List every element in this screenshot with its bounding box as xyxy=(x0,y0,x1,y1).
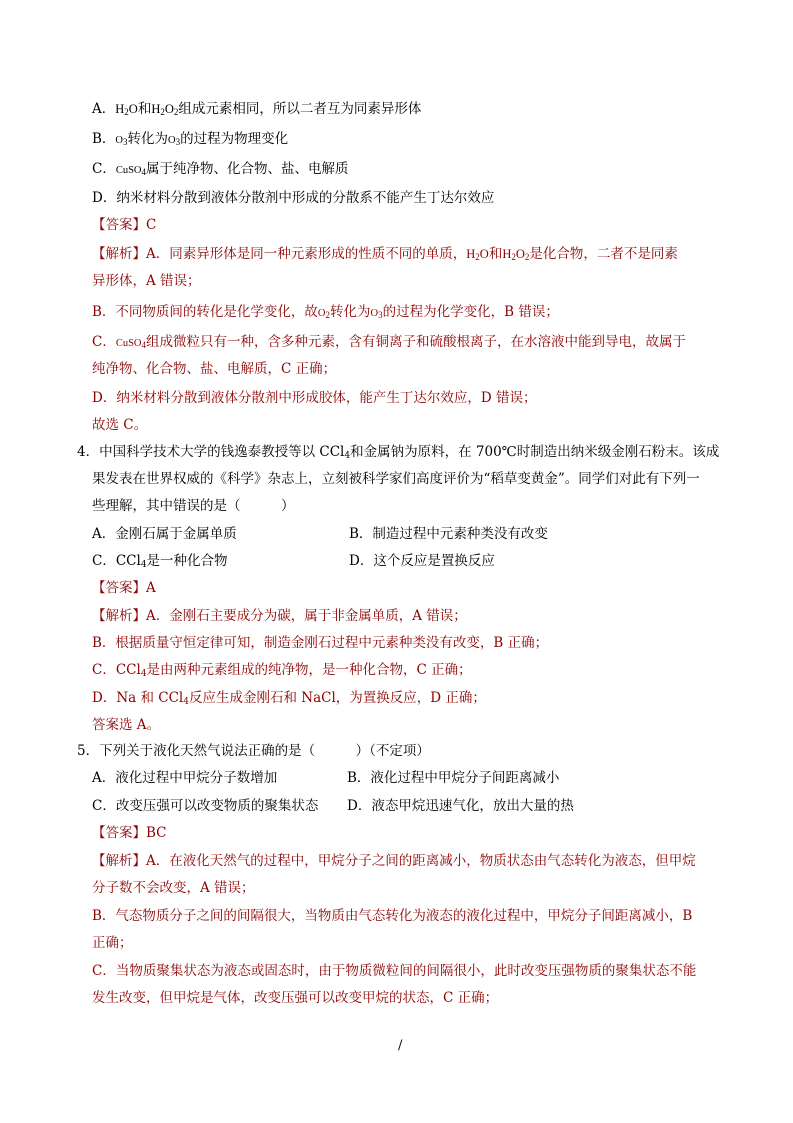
q5-analysis-line-6: 发生改变，但甲烷是气体，改变压强可以改变甲烷的状态，C 正确； xyxy=(92,990,499,1006)
q5-option-b: B．液化过程中甲烷分子间距离减小 xyxy=(347,770,560,786)
q3-analysis-line-6: D．纳米材料分散到液体分散剂中形成胶体，能产生丁达尔效应，D 错误； xyxy=(92,390,537,406)
q3-option-a: A．$H_2O$和$H_2O_2$组成元素相同，所以二者互为同素异形体 xyxy=(92,101,422,117)
q5-analysis-line-1: 【解析】A．在液化天然气的过程中，甲烷分子之间的距离减小，物质状态由气态转化为液态，但甲烷 xyxy=(92,853,696,869)
q5-option-c: C．改变压强可以改变物质的聚集状态 xyxy=(92,798,319,814)
q4-stem-line-1: 4．中国科学技术大学的钱逸泰教授等以 CCl$_4$和金属钠为原料，在 700℃时制造出纳米级金刚石粉末。该成 xyxy=(77,444,720,461)
q5-stem: 5．下列关于液化天然气说法正确的是（ ）（不定项） xyxy=(77,743,430,759)
q4-answer: 【答案】A xyxy=(92,580,156,596)
q4-stem-line-2: 果发表在世界权威的《科学》杂志上，立刻被科学家们高度评价为“稻草变黄金”。同学们对此有下列一 xyxy=(92,471,700,487)
q5-option-d: D．液态甲烷迅速气化，放出大量的热 xyxy=(347,798,574,814)
q3-analysis-line-3: B．不同物质间的转化是化学变化，故$O_2$转化为$O_3$的过程为化学变化，B 错误； xyxy=(92,304,559,320)
q5-option-a: A．液化过程中甲烷分子数增加 xyxy=(92,770,278,786)
q4-analysis-line-2: B．根据质量守恒定律可知，制造金刚石过程中元素种类没有改变，B 正确； xyxy=(92,635,549,651)
q5-analysis-line-3: B．气态物质分子之间的间隔很大，当物质由气态转化为液态的液化过程中，甲烷分子间距离减小，B xyxy=(92,908,693,924)
q3-option-c: C．CuSO$_4$属于纯净物、化合物、盐、电解质 xyxy=(92,161,349,177)
q4-option-b: B．制造过程中元素种类没有改变 xyxy=(349,526,548,542)
q4-option-a: A．金刚石属于金属单质 xyxy=(92,526,237,542)
q3-analysis-line-5: 纯净物、化合物、盐、电解质，C 正确； xyxy=(92,361,337,377)
q5-answer: 【答案】BC xyxy=(92,825,167,841)
q3-analysis-line-2: 异形体，A 错误； xyxy=(92,273,201,289)
q4-option-c: C．CCl$_4$是一种化合物 xyxy=(92,553,228,570)
q5-analysis-line-5: C．当物质聚集状态为液态或固态时，由于物质微粒间的间隔很小，此时改变压强物质的聚集状态不能 xyxy=(92,963,697,979)
q4-analysis-line-5: 答案选 A。 xyxy=(92,717,161,733)
q4-analysis-line-3: C．CCl$_4$是由两种元素组成的纯净物，是一种化合物，C 正确； xyxy=(92,662,472,679)
q4-analysis-line-4: D．Na 和 CCl$_4$反应生成金刚石和 NaCl，为置换反应，D 正确； xyxy=(92,690,486,707)
q4-stem-line-3: 些理解，其中错误的是（ ） xyxy=(92,498,295,514)
q3-analysis-line-4: C．CuSO$_4$组成微粒只有一种，含多种元素，含有铜离子和硫酸根离子，在水溶液中能到导电，故属于 xyxy=(92,334,687,350)
q5-analysis-line-4: 正确； xyxy=(92,935,133,951)
q5-analysis-line-2: 分子数不会改变，A 错误； xyxy=(92,880,255,896)
q3-analysis-line-7: 故选 C。 xyxy=(92,417,148,433)
q4-option-d: D．这个反应是置换反应 xyxy=(349,553,495,569)
q3-analysis-line-1: 【解析】A．同素异形体是同一种元素形成的性质不同的单质，$H_2O$和$H_2O_2$是化合物，二者不是同素 xyxy=(92,246,678,262)
q3-answer: 【答案】C xyxy=(92,217,157,233)
page-number: / xyxy=(398,1038,403,1053)
q3-option-b: B．$O_3$转化为$O_3$的过程为物理变化 xyxy=(92,131,289,147)
q3-option-d: D．纳米材料分散到液体分散剂中形成的分散系不能产生丁达尔效应 xyxy=(92,190,495,206)
q4-analysis-line-1: 【解析】A．金刚石主要成分为碳，属于非金属单质，A 错误； xyxy=(92,608,467,624)
